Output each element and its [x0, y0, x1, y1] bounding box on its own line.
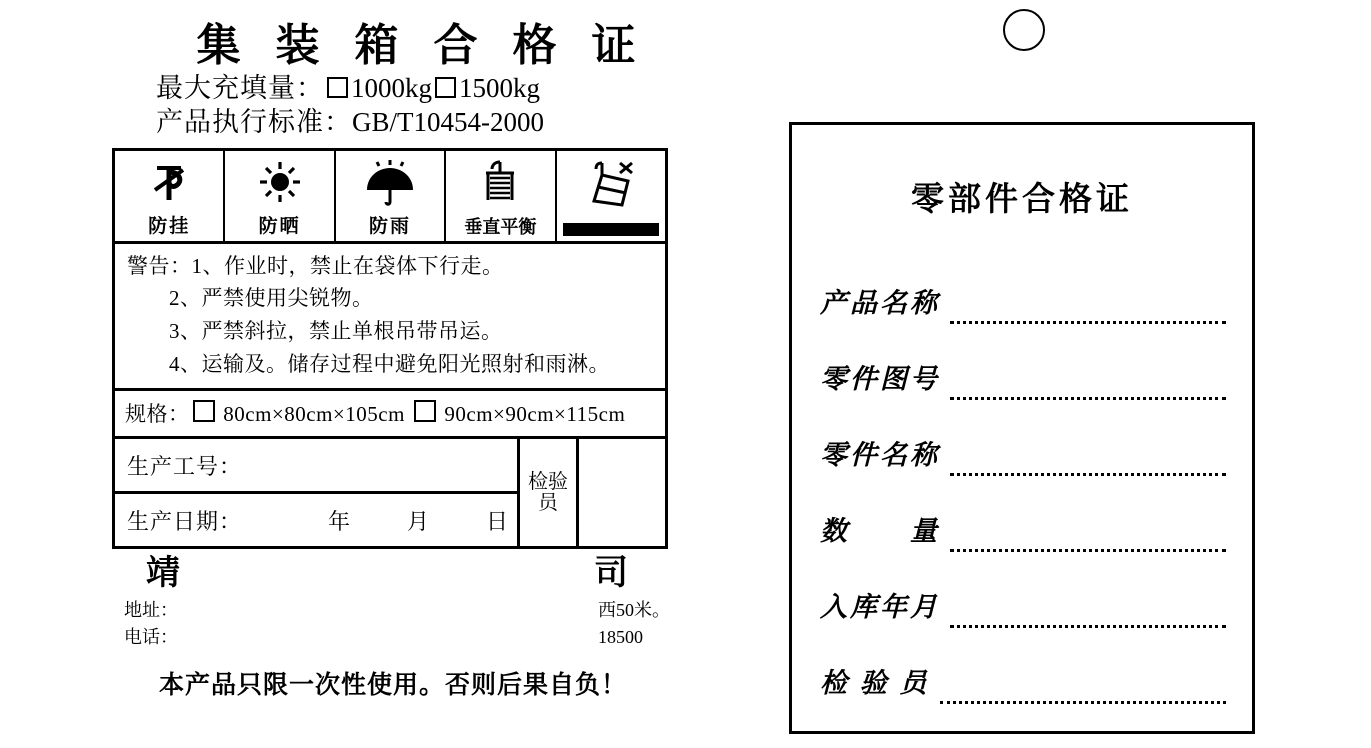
pictogram-cell-keep-dry: [336, 151, 446, 241]
no-drag-icon: [557, 151, 665, 223]
pictogram-label: 防雨: [369, 215, 412, 237]
standard-line: [112, 106, 674, 140]
pictogram-row: [115, 151, 665, 244]
field-input-line[interactable]: [950, 447, 1226, 476]
field-label: 产品名称: [820, 288, 940, 318]
tag-field-list: [792, 262, 1252, 704]
max-fill-line: [112, 72, 674, 106]
phone-label: 电话：: [124, 627, 178, 648]
field-input-line[interactable]: [940, 675, 1227, 704]
checkbox-spec-90[interactable]: [414, 400, 436, 422]
warning-line: 警告：1、作业时，禁止在袋体下行走。: [127, 253, 504, 278]
job-number-row[interactable]: [115, 439, 517, 494]
field-label: 数 量: [820, 516, 940, 546]
field-input-line[interactable]: [950, 295, 1226, 324]
field-input-line[interactable]: [950, 371, 1226, 400]
warning-line: 3、严禁斜拉，禁止单根吊带吊运。: [169, 318, 503, 343]
field-row-part-name: [820, 414, 1226, 476]
date-day-unit: 日: [486, 508, 510, 534]
company-name-row: [112, 557, 674, 591]
company-name-right: 司: [594, 555, 628, 593]
field-input-line[interactable]: [950, 599, 1226, 628]
field-row-part-drawing-no: [820, 338, 1226, 400]
standard-value: GB/T10454-2000: [352, 107, 544, 138]
container-certificate-label: [112, 22, 674, 732]
pictogram-cell-no-sun: [225, 151, 335, 241]
address-label: 地址：: [124, 600, 178, 621]
field-label: 零件名称: [820, 440, 940, 470]
checkbox-1000kg[interactable]: [327, 77, 348, 98]
field-label: 入库年月: [820, 592, 940, 622]
no-sun-icon: [225, 151, 333, 217]
spec-label: 规格：: [125, 402, 190, 427]
production-fields: [115, 439, 520, 546]
pictogram-cell-no-drag: [557, 151, 665, 241]
checkbox-spec-80[interactable]: [193, 400, 215, 422]
address-value: 西50米。: [598, 600, 670, 621]
warning-line: 4、运输及。储存过程中避免阳光照射和雨淋。: [169, 351, 610, 376]
max-fill-label: 最大充填量：: [156, 73, 324, 104]
pictogram-label: 防晒: [258, 215, 301, 237]
tag-title: 零部件合格证: [911, 182, 1133, 218]
label-table: [112, 148, 668, 549]
field-label: 零件图号: [820, 364, 940, 394]
date-year-unit: 年: [328, 508, 352, 534]
warning-block: [115, 244, 665, 391]
pictogram-cell-vertical-balance: [446, 151, 556, 241]
field-input-line[interactable]: [950, 523, 1226, 552]
standard-label: 产品执行标准：: [156, 107, 352, 138]
production-section: [115, 439, 665, 546]
field-row-storage-date: [820, 566, 1226, 628]
company-name-left: 靖: [146, 555, 180, 593]
checkbox-1500kg[interactable]: [435, 77, 456, 98]
spec-option-80: 80cm×80cm×105cm: [223, 402, 405, 427]
page-title: 集 装 箱 合 格 证: [196, 21, 648, 70]
field-label: 检 验 员: [820, 668, 930, 698]
job-number-label: 生产工号：: [127, 453, 243, 479]
pictogram-label: 防挂: [148, 215, 191, 237]
warning-line: 2、严禁使用尖锐物。: [169, 286, 374, 311]
pictogram-cell-no-hook: [115, 151, 225, 241]
parts-certificate-tag: [789, 122, 1255, 734]
phone-value: 18500: [598, 627, 643, 648]
date-month-unit: 月: [407, 508, 431, 534]
inspector-value-cell[interactable]: [579, 439, 665, 546]
field-row-product-name: [820, 262, 1226, 324]
spec-row: [115, 391, 665, 439]
production-date-label: 生产日期：: [127, 508, 243, 534]
contact-row: [112, 597, 674, 651]
keep-dry-umbrella-icon: [336, 151, 444, 217]
spec-option-90: 90cm×90cm×115cm: [444, 402, 626, 427]
punch-hole-icon: [1003, 9, 1045, 51]
production-date-row[interactable]: [115, 494, 517, 546]
field-row-quantity: [820, 490, 1226, 552]
single-use-note: 本产品只限一次性使用。否则后果自负！: [158, 672, 627, 700]
pictogram-label: 垂直平衡: [464, 216, 537, 237]
max-fill-option-1000: 1000kg: [351, 73, 432, 104]
redaction-bar: [563, 223, 658, 236]
no-hook-icon: [115, 151, 223, 217]
max-fill-option-1500: 1500kg: [459, 73, 540, 104]
field-row-inspector: [820, 642, 1226, 704]
inspector-label: 检验员: [520, 439, 579, 546]
vertical-balance-lift-icon: [446, 151, 554, 218]
